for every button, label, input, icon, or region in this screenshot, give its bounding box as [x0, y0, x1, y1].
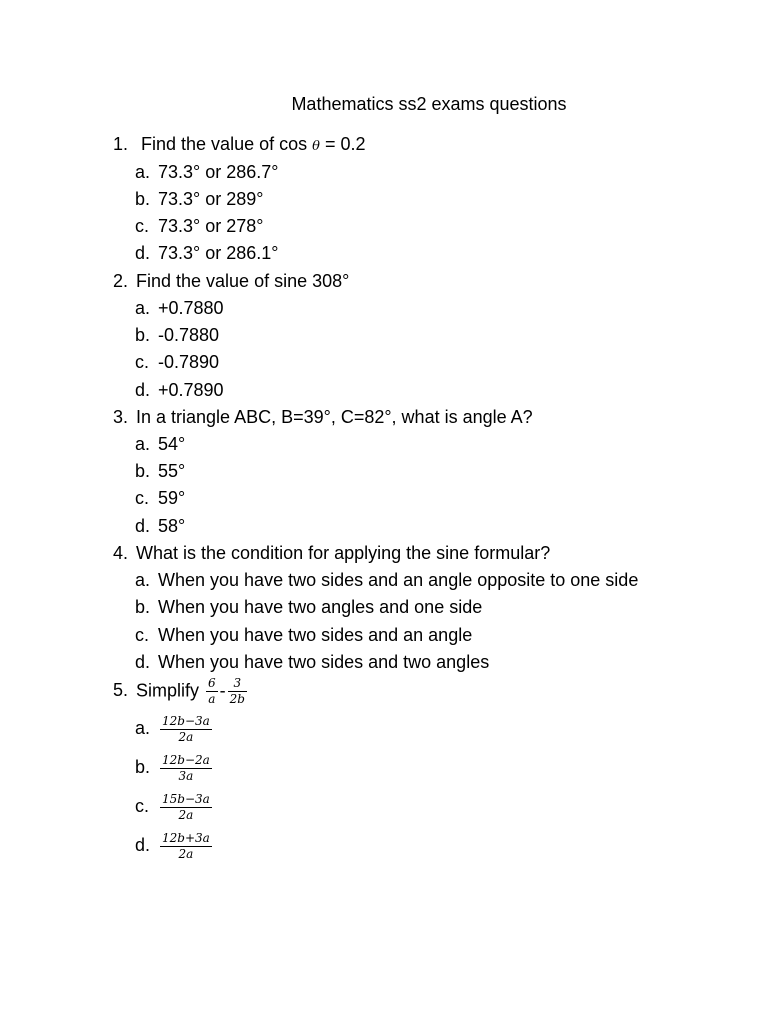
option-fraction: [160, 792, 212, 823]
option-text: 73.3° or 278°: [158, 216, 264, 236]
numerator: 3: [228, 676, 247, 692]
option-text: When you have two angles and one side: [158, 597, 483, 617]
option-letter: d.: [135, 652, 151, 672]
option-letter: c.: [135, 488, 150, 508]
numerator: 15b−3a: [162, 792, 210, 806]
question-text: Simplify: [136, 680, 200, 701]
question-number: 2.: [113, 271, 129, 291]
option-letter: b.: [135, 597, 151, 617]
option-3d: [135, 516, 185, 537]
question-number: 1.: [113, 134, 129, 154]
option-4b: [135, 597, 482, 618]
option-text: 73.3° or 289°: [158, 189, 264, 209]
option-2d: [135, 380, 224, 401]
numerator: 6: [208, 676, 216, 690]
option-2a: [135, 298, 224, 319]
option-text: 55°: [158, 461, 186, 481]
option-text: -0.7890: [158, 352, 220, 372]
question-2: [113, 271, 349, 292]
option-3b: [135, 461, 185, 482]
option-5b: [135, 753, 214, 784]
option-text: +0.7890: [158, 380, 224, 400]
option-1a: [135, 162, 278, 183]
minus-sign: -: [219, 680, 226, 701]
page-title: Mathematics ss2 exams questions: [291, 94, 567, 114]
option-text: When you have two sides and an angle: [158, 625, 473, 645]
option-letter: a.: [135, 434, 151, 454]
option-4d: [135, 652, 489, 673]
option-letter: a.: [135, 718, 151, 739]
option-letter: c.: [135, 216, 150, 236]
denominator: 2a: [178, 730, 194, 744]
option-letter: a.: [135, 298, 151, 318]
question-1: [113, 134, 366, 155]
option-text: 59°: [158, 488, 186, 508]
question-text: Find the value of sine 308°: [136, 271, 350, 291]
option-fraction: [160, 753, 212, 784]
option-letter: b.: [135, 461, 151, 481]
option-text: 73.3° or 286.7°: [158, 162, 279, 182]
question-4: [113, 543, 550, 564]
option-letter: c.: [135, 352, 150, 372]
option-letter: a.: [135, 162, 151, 182]
theta-symbol: θ: [312, 139, 320, 154]
option-fraction: [160, 714, 212, 745]
option-1c: [135, 216, 263, 237]
question-text: In a triangle ABC, B=39°, C=82°, what is angle A?: [136, 407, 533, 427]
option-5d: [135, 831, 214, 862]
numerator: 12b−2a: [162, 753, 210, 767]
option-5c: [135, 792, 214, 823]
option-letter: b.: [135, 757, 151, 778]
option-text: -0.7880: [158, 325, 220, 345]
denominator: 2a: [178, 808, 194, 822]
option-text: +0.7880: [158, 298, 224, 318]
option-letter: d.: [135, 835, 151, 856]
question-text-end: = 0.2: [319, 134, 366, 154]
question-5: [113, 676, 249, 707]
question-text: What is the condition for applying the sine formular?: [136, 543, 551, 563]
option-3c: [135, 488, 185, 509]
question-text: Find the value of cos: [141, 134, 313, 154]
option-letter: b.: [135, 189, 151, 209]
option-text: 54°: [158, 434, 186, 454]
option-letter: a.: [135, 570, 151, 590]
option-letter: c.: [135, 625, 150, 645]
option-4a: [135, 570, 638, 591]
option-2b: [135, 325, 219, 346]
option-text: 73.3° or 286.1°: [158, 243, 279, 263]
option-letter: d.: [135, 516, 151, 536]
question-number: 5.: [113, 680, 129, 701]
denominator: 3a: [178, 769, 194, 783]
option-1b: [135, 189, 263, 210]
option-text: When you have two sides and two angles: [158, 652, 490, 672]
option-text: 58°: [158, 516, 186, 536]
denominator: a: [208, 692, 216, 706]
option-letter: b.: [135, 325, 151, 345]
option-fraction: [160, 831, 212, 862]
question-number: 4.: [113, 543, 129, 563]
numerator: 12b+3a: [162, 831, 210, 845]
option-letter: d.: [135, 243, 151, 263]
denominator: 2b: [229, 692, 245, 706]
option-1d: [135, 243, 278, 264]
option-text: When you have two sides and an angle opposite to one side: [158, 570, 639, 590]
fraction-3-over-2b: [228, 676, 247, 707]
option-letter: c.: [135, 796, 150, 817]
numerator: 12b−3a: [162, 714, 210, 728]
question-3: [113, 407, 533, 428]
option-2c: [135, 352, 219, 373]
option-letter: d.: [135, 380, 151, 400]
option-5a: [135, 714, 214, 745]
option-4c: [135, 625, 472, 646]
fraction-6-over-a: [206, 676, 218, 707]
denominator: 2a: [178, 847, 194, 861]
option-3a: [135, 434, 185, 455]
question-number: 3.: [113, 407, 129, 427]
